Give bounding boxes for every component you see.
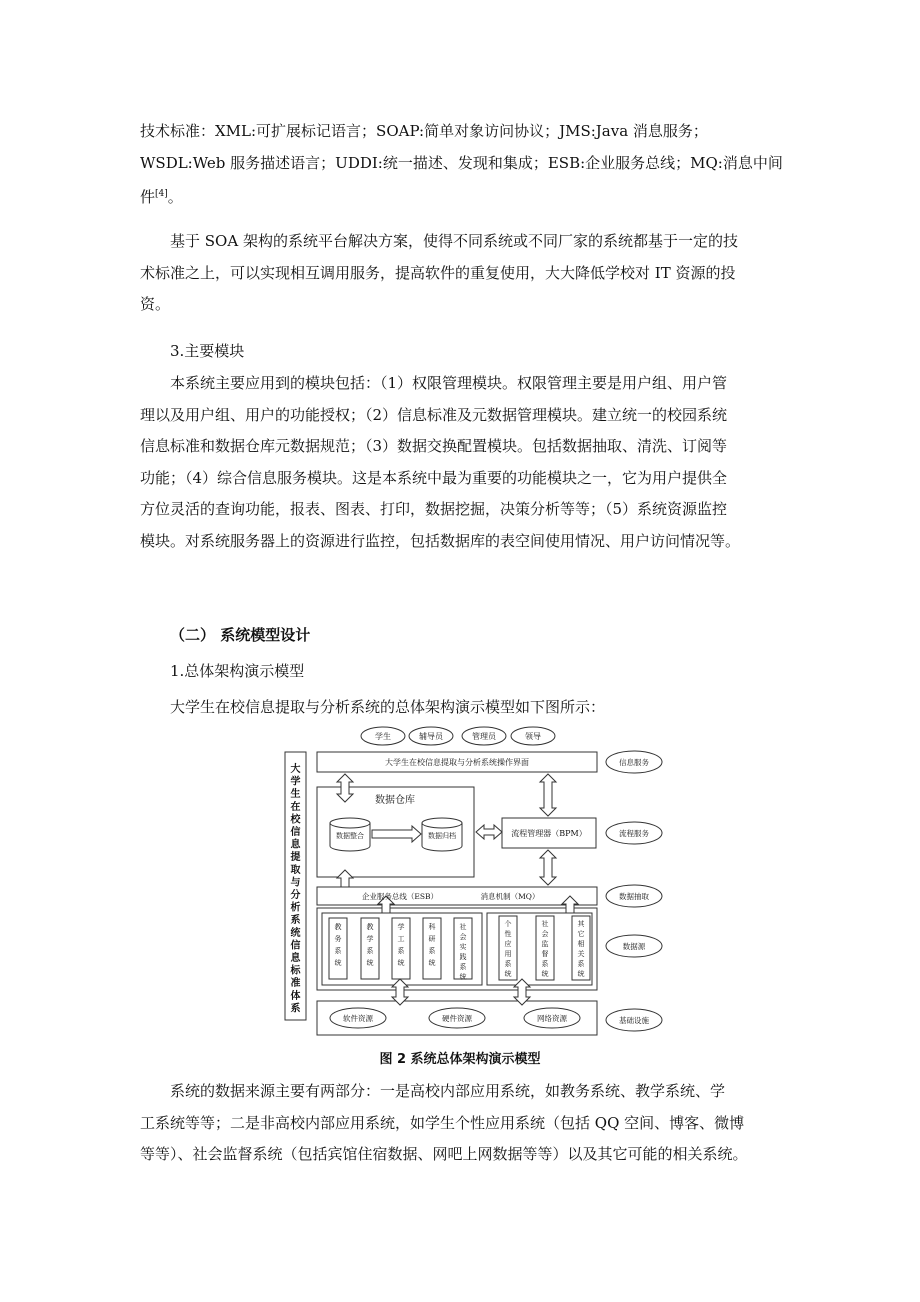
external-system-char: 应 bbox=[504, 940, 512, 948]
double-arrow-icon bbox=[540, 774, 556, 816]
text-line: 术标准之上，可以实现相互调用服务，提高软件的重复使用，大大降低学校对 IT 资源的投 bbox=[140, 263, 736, 282]
up-arrow-icon bbox=[337, 870, 353, 887]
internal-system-char: 教 bbox=[334, 923, 342, 931]
text-line: 信息标准和数据仓库元数据规范；（3）数据交换配置模块。包括数据抽取、清洗、订阅等 bbox=[140, 437, 728, 455]
data-sources-paragraph bbox=[140, 1076, 800, 1171]
user-label: 管理员 bbox=[472, 732, 496, 741]
internal-system-char: 科 bbox=[428, 923, 436, 931]
text-line: 技术标准：XML:可扩展标记语言；SOAP:简单对象访问协议；JMS:Java 消息服务； bbox=[140, 122, 708, 140]
internal-system-char: 系 bbox=[334, 947, 342, 955]
internal-system-char: 学 bbox=[397, 923, 405, 931]
internal-system-char: 系 bbox=[459, 963, 467, 971]
cylinder-top bbox=[330, 818, 370, 828]
user-label: 辅导员 bbox=[419, 732, 443, 741]
data-source-outer-box bbox=[317, 908, 597, 990]
layer-label: 流程服务 bbox=[619, 829, 649, 838]
text-line: 本系统主要应用到的模块包括：（1）权限管理模块。权限管理主要是用户组、用户管 bbox=[170, 374, 728, 392]
section-2-heading: （二） 系统模型设计 bbox=[170, 626, 311, 644]
user-label: 领导 bbox=[525, 732, 541, 741]
standards-column-char: 信 bbox=[290, 940, 301, 952]
ui-bar-label: 大学生在校信息提取与分析系统操作界面 bbox=[385, 758, 529, 767]
text-line: 资。 bbox=[140, 295, 171, 313]
text-line: 方位灵活的查询功能，报表、图表、打印，数据挖掘，决策分析等等；（5）系统资源监控 bbox=[140, 500, 728, 518]
layer-label: 基础设施 bbox=[619, 1016, 649, 1025]
mq-label: 消息机制（MQ） bbox=[480, 892, 540, 901]
internal-system-char: 教 bbox=[366, 923, 374, 931]
layer-label: 数据抽取 bbox=[619, 892, 649, 901]
esb-bar-box bbox=[317, 887, 597, 905]
bpm-label: 流程管理器（BPM） bbox=[511, 829, 587, 838]
internal-system-char: 统 bbox=[428, 959, 436, 967]
internal-system-char: 统 bbox=[397, 959, 405, 967]
text-line: 基于 SOA 架构的系统平台解决方案，使得不同系统或不同厂家的系统都基于一定的技 bbox=[170, 232, 738, 250]
layer-label: 信息服务 bbox=[619, 758, 649, 767]
standards-column-char: 生 bbox=[290, 789, 301, 801]
resource-label: 网络资源 bbox=[537, 1014, 567, 1023]
external-system-char: 它 bbox=[577, 930, 585, 938]
standards-column-char: 分 bbox=[290, 890, 301, 901]
external-system-char: 统 bbox=[577, 970, 585, 978]
external-system-char: 用 bbox=[504, 950, 512, 958]
external-system-char: 统 bbox=[504, 970, 512, 978]
text-fragment: 件 bbox=[140, 188, 156, 206]
internal-system-char: 务 bbox=[334, 935, 342, 943]
internal-system-char: 践 bbox=[459, 953, 467, 961]
standards-column-char: 析 bbox=[290, 902, 301, 914]
internal-system-char: 统 bbox=[459, 973, 467, 981]
standards-column-char: 与 bbox=[290, 877, 301, 889]
text-line: 系统的数据来源主要有两部分：一是高校内部应用系统，如教务系统、教学系统、学 bbox=[170, 1082, 726, 1100]
external-system-char: 系 bbox=[504, 960, 512, 968]
external-system-char: 社 bbox=[541, 920, 549, 928]
internal-system-char: 实 bbox=[459, 943, 467, 951]
standards-column-char: 息 bbox=[290, 839, 301, 851]
cylinder-top bbox=[422, 818, 462, 828]
external-system-char: 系 bbox=[577, 960, 585, 968]
standards-column-char: 体 bbox=[290, 990, 301, 1002]
text-line: 功能；（4）综合信息服务模块。这是本系统中最为重要的功能模块之一，它为用户提供全 bbox=[140, 468, 728, 487]
text-line: 等等）、社会监督系统（包括宾馆住宿数据、网吧上网数据等等）以及其它可能的相关系统。 bbox=[140, 1145, 748, 1163]
text-line: 模块。对系统服务器上的资源进行监控，包括数据库的表空间使用情况、用户访问情况等。 bbox=[140, 531, 741, 550]
external-systems-box bbox=[487, 913, 592, 985]
citation-reference: [4] bbox=[155, 189, 168, 199]
db-integrate-label: 数据整合 bbox=[336, 832, 364, 840]
internal-system-char: 社 bbox=[459, 923, 467, 931]
user-label: 学生 bbox=[375, 732, 391, 741]
standards-column-char: 系 bbox=[290, 1003, 301, 1015]
double-arrow-icon bbox=[540, 850, 556, 885]
internal-system-char: 研 bbox=[428, 935, 436, 943]
subsection-1-title: 1.总体架构演示模型 bbox=[170, 662, 305, 680]
internal-system-char: 会 bbox=[459, 933, 467, 941]
text-line: WSDL:Web 服务描述语言；UDDI:统一描述、发现和集成；ESB:企业服务总线；MQ:消息中间 bbox=[140, 153, 783, 172]
standards-column-char: 准 bbox=[290, 978, 301, 990]
double-arrow-icon bbox=[337, 774, 353, 802]
standards-column-char: 系 bbox=[290, 915, 301, 927]
standards-column-char: 信 bbox=[290, 827, 301, 838]
external-system-char: 督 bbox=[541, 950, 549, 958]
standards-column-char: 提 bbox=[290, 852, 301, 864]
standards-column-char: 学 bbox=[290, 776, 301, 788]
standards-column-char: 统 bbox=[290, 927, 301, 939]
internal-system-char: 学 bbox=[366, 935, 374, 943]
external-system-char: 性 bbox=[504, 930, 512, 938]
internal-system-char: 统 bbox=[366, 959, 374, 967]
internal-system-char: 系 bbox=[397, 947, 405, 955]
warehouse-title: 数据仓库 bbox=[375, 795, 415, 806]
external-system-char: 会 bbox=[541, 930, 549, 938]
internal-system-char: 统 bbox=[334, 959, 342, 967]
standards-column-char: 息 bbox=[290, 953, 301, 964]
double-arrow-icon bbox=[476, 825, 502, 839]
external-system-char: 个 bbox=[504, 920, 512, 928]
section-3-title: 3.主要模块 bbox=[170, 342, 245, 360]
internal-system-char: 系 bbox=[366, 947, 374, 955]
text-line: 理以及用户组、用户的功能授权；（2）信息标准及元数据管理模块。建立统一的校园系统 bbox=[140, 405, 728, 424]
up-arrow-icon bbox=[562, 896, 578, 913]
esb-label: 企业服务总线（ESB） bbox=[361, 892, 439, 901]
external-system-char: 相 bbox=[577, 940, 585, 948]
internal-system-char: 系 bbox=[428, 947, 436, 955]
db-archive-label: 数据归档 bbox=[428, 832, 456, 840]
external-system-char: 系 bbox=[541, 960, 549, 968]
text-line: 工系统等等；二是非高校内部应用系统，如学生个性应用系统（包括 QQ 空间、博客、微博 bbox=[140, 1113, 745, 1132]
external-system-char: 统 bbox=[541, 970, 549, 978]
standards-column-char: 标 bbox=[290, 965, 301, 977]
standards-column-char: 校 bbox=[290, 814, 301, 826]
standards-column-char: 在 bbox=[290, 801, 301, 813]
external-system-char: 关 bbox=[577, 950, 585, 958]
figure-intro-line: 大学生在校信息提取与分析系统的总体架构演示模型如下图所示： bbox=[170, 698, 606, 716]
standards-column-char: 取 bbox=[290, 864, 301, 876]
external-system-char: 其 bbox=[577, 920, 585, 928]
figure-caption: 图 2 系统总体架构演示模型 bbox=[379, 1052, 541, 1067]
standards-column-text bbox=[290, 762, 302, 1014]
layer-label: 数据源 bbox=[622, 942, 646, 951]
resource-label: 软件资源 bbox=[343, 1014, 373, 1023]
text-fragment: 。 bbox=[167, 188, 183, 206]
system-labels bbox=[335, 919, 586, 981]
right-arrow-icon bbox=[372, 826, 421, 842]
external-system-char: 监 bbox=[541, 940, 549, 948]
resource-label: 硬件资源 bbox=[442, 1014, 472, 1023]
standards-column-char: 大 bbox=[290, 764, 301, 775]
internal-system-char: 工 bbox=[397, 935, 405, 943]
